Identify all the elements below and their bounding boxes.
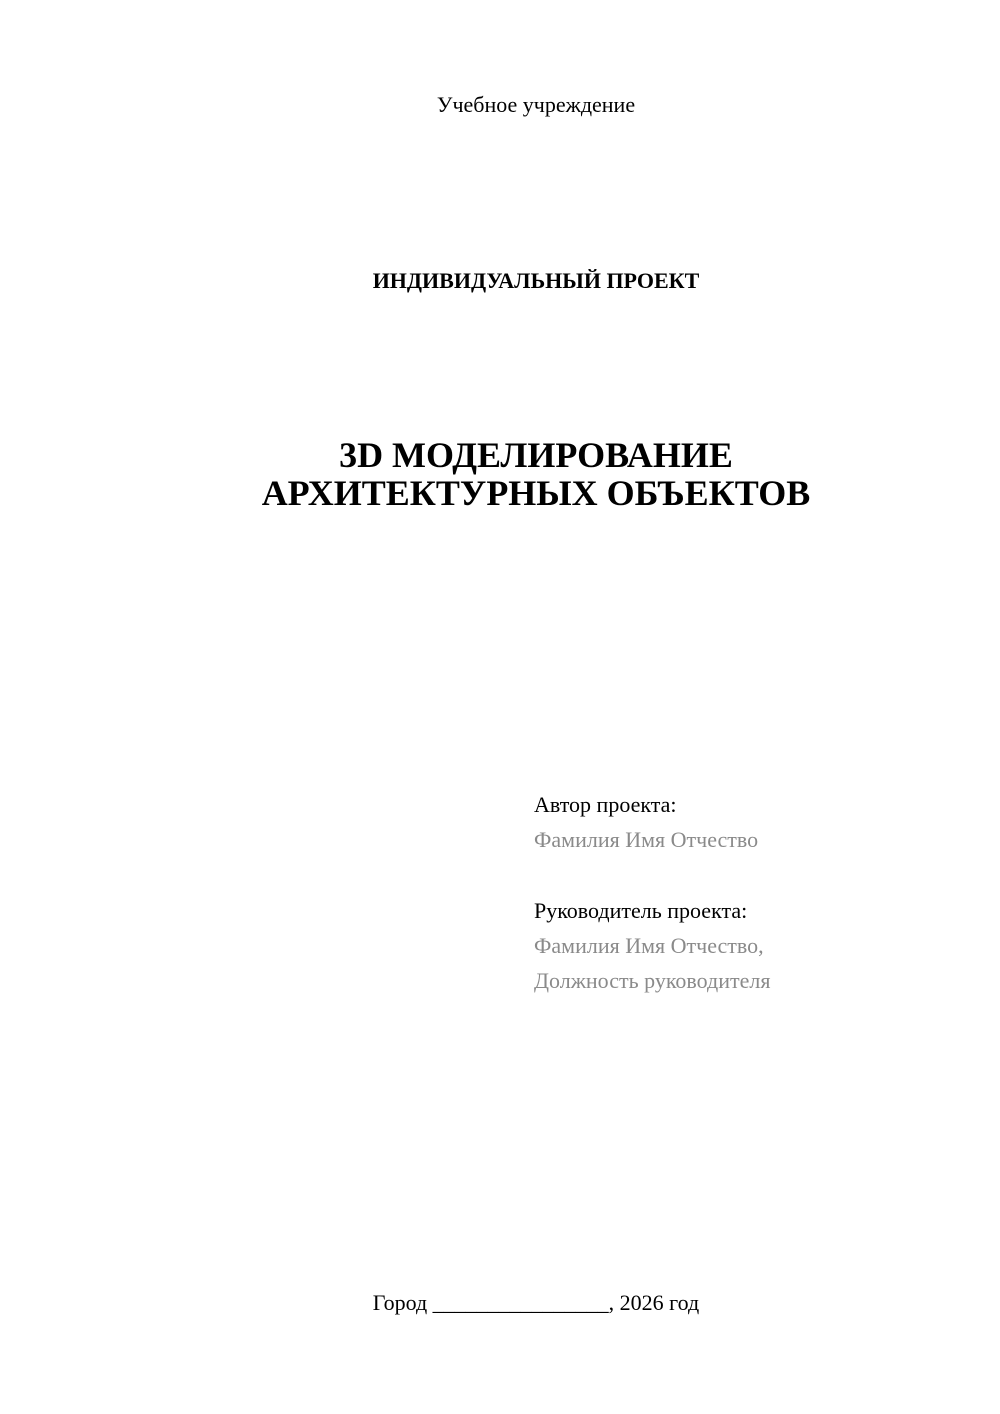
project-info-block <box>534 787 974 998</box>
author-name: Фамилия Имя Отчество <box>534 827 759 852</box>
supervisor-position: Должность руководителя <box>534 968 771 993</box>
document-title-line-2: АРХИТЕКТУРНЫХ ОБЪЕКТОВ <box>261 473 811 513</box>
document-title-line-1: 3D МОДЕЛИРОВАНИЕ <box>339 435 733 475</box>
document-title <box>0 436 1000 512</box>
document-type: ИНДИВИДУАЛЬНЫЙ ПРОЕКТ <box>372 268 700 293</box>
city-year-line: Город ________________, 2026 год <box>372 1290 700 1315</box>
author-label: Автор проекта: <box>534 792 677 817</box>
institution-name: Учебное учреждение <box>436 92 636 117</box>
supervisor-label: Руководитель проекта: <box>534 898 748 923</box>
supervisor-name: Фамилия Имя Отчество, <box>534 933 764 958</box>
info-spacer <box>534 857 974 893</box>
